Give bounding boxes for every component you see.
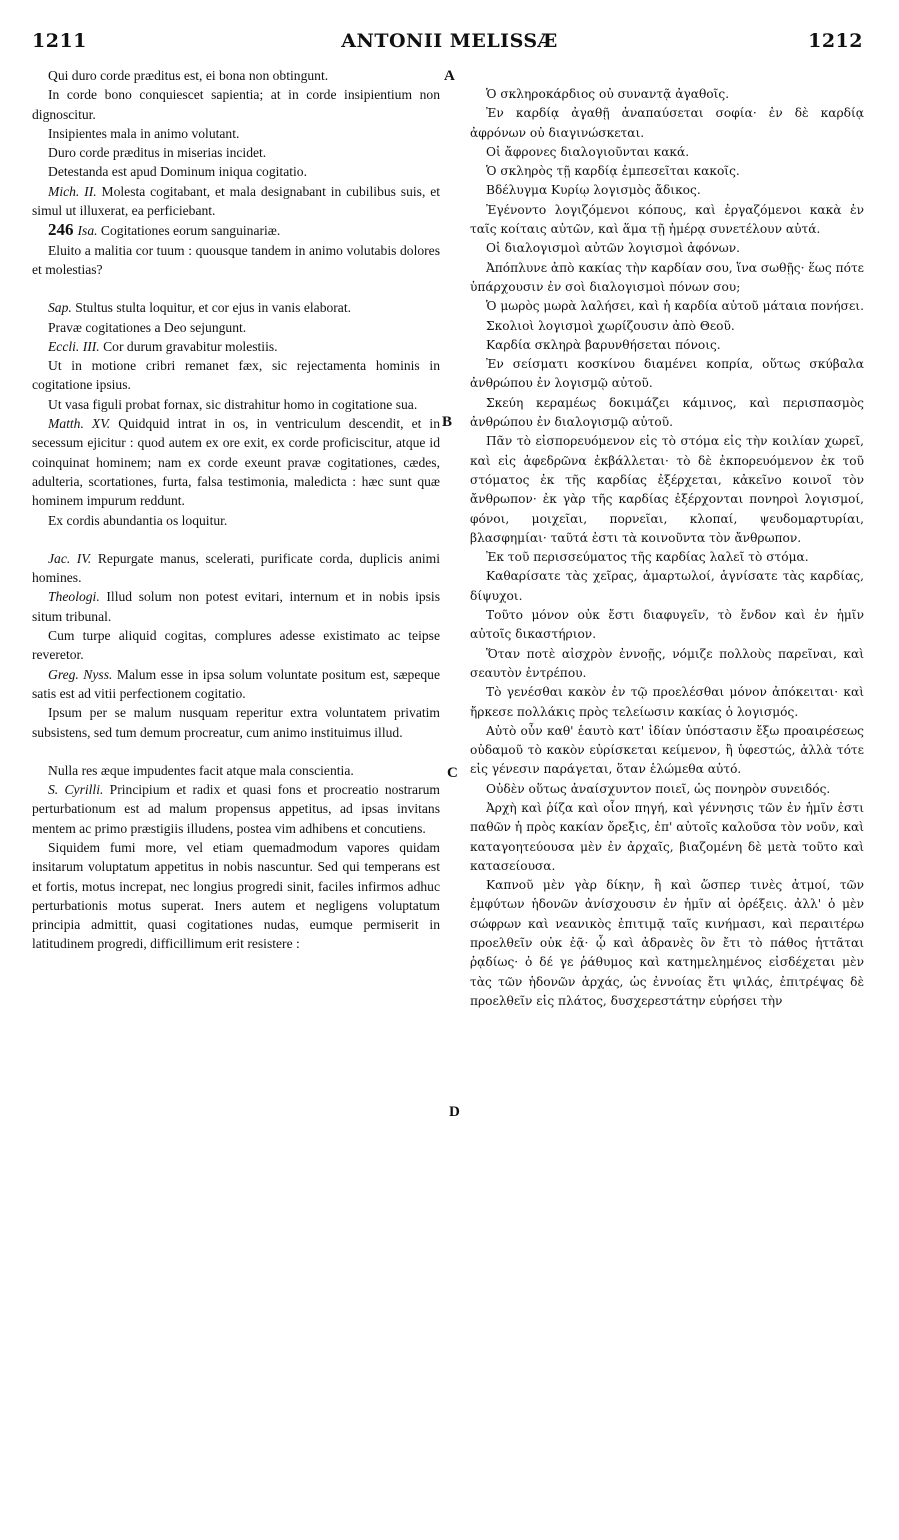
latin-text: Ex cordis abundantia os loquitur. xyxy=(48,512,228,528)
latin-paragraph xyxy=(32,587,440,626)
latin-text: Ipsum per se malum nusquam reperitur extra voluntatem privatim subsistens, sed tum demum procreatur, cum animo instituimus illud. xyxy=(32,705,440,740)
greek-paragraph xyxy=(470,722,864,780)
greek-text: Ὁ σκληρὸς τῇ καρδίᾳ ἐμπεσεῖται κακοῖς. xyxy=(486,164,740,179)
latin-text: Ut in motione cribri remanet fæx, sic rejectamenta hominis in cogitatione ipsius. xyxy=(32,358,440,393)
latin-text: Duro corde præditus in miserias incidet. xyxy=(48,145,267,161)
greek-text: Καθαρίσατε τὰς χεῖρας, ἁμαρτωλοί, ἁγνίσατε τὰς καρδίας, δίψυχοι. xyxy=(470,569,864,603)
latin-text: Insipientes mala in animo volutant. xyxy=(48,125,240,141)
latin-text: Illud solum non potest evitari, internum et in nobis ipsis situm tribunal. xyxy=(32,589,440,624)
latin-text: Detestanda est apud Dominum iniqua cogitatio. xyxy=(48,164,307,180)
greek-paragraph xyxy=(470,780,864,799)
greek-paragraph xyxy=(470,355,864,394)
latin-paragraph xyxy=(32,838,440,954)
greek-paragraph xyxy=(470,336,864,355)
paragraph-gap xyxy=(32,530,440,549)
greek-column xyxy=(470,66,864,1011)
greek-text: Καπνοῦ μὲν γὰρ δίκην, ἢ καὶ ὥσπερ τινὲς ἀτμοί, τῶν ἐμφύτων ἡδονῶν ἀνίσχουσιν ἐν ἡμῖν αἱ ὀρέξεις. ἀλλ' ὁ μὲν σώφρων καὶ νεανικὸς ἐπιτιμᾷ ταῖς κινήμασι, καὶ περαιτέρω προελθεῖν οὐκ ἐᾷ· ᾧ καὶ ἀδρανὲς ὂν ἔτι τὸ πάθος ἡττᾶται ῥᾳδίως· ὁ δέ γε ῥάθυμος καὶ κατημελημένος εἰσδέχεται μὲν τὰς τῶν ἡδονῶν ἀρχάς, ὡς ἐννοίας ἔτι ψιλάς, ἐπιτρέψας δὲ προελθεῖν εἰς πλάτος, δυσχερεστάτην εὑρήσει τὴν xyxy=(470,878,864,1008)
latin-paragraph xyxy=(32,85,440,124)
latin-text: In corde bono conquiescet sapientia; at in corde insipientium non dignoscitur. xyxy=(32,87,440,122)
latin-text: Molesta cogitabant, et mala designabant in cubilibus suis, et simul ut illuxerat, ea perficiebant. xyxy=(32,183,441,219)
greek-paragraph xyxy=(470,683,864,722)
greek-text: Ἐν καρδίᾳ ἀγαθῇ ἀναπαύσεται σοφία· ἐν δὲ καρδίᾳ ἀφρόνων οὐ διαγινώσκεται. xyxy=(470,106,864,140)
source-reference: Eccli. III. xyxy=(48,338,100,354)
latin-paragraph xyxy=(32,241,440,280)
latin-paragraph xyxy=(32,124,440,143)
greek-text: Ἐγένοντο λογιζόμενοι κόπους, καὶ ἐργαζόμενοι κακὰ ἐν ταῖς κοίταις αὐτῶν, καὶ ἅμα τῇ ἡμέρᾳ συνετέλουν αὐτά. xyxy=(470,202,864,237)
latin-paragraph xyxy=(32,549,440,588)
source-reference: Mich. II. xyxy=(48,183,97,199)
latin-column xyxy=(32,66,440,954)
greek-paragraph xyxy=(470,317,864,336)
latin-text: Principium et radix et quasi fons et procreatio nostrarum perturbationum est ad malum propensus appetitus, ad ipsas invitans mentem ac primo præstigiis illudens, postea vim adhibens et concutiens. xyxy=(32,782,440,836)
source-reference: Greg. Nyss. xyxy=(48,666,113,682)
latin-paragraph xyxy=(32,761,440,780)
greek-paragraph xyxy=(470,104,864,143)
latin-text: Malum esse in ipsa solum voluntate positum est, sæpeque satis est ad vitii perfectionem cogitatio. xyxy=(32,666,441,701)
greek-paragraph xyxy=(470,645,864,684)
greek-text: Ἀπόπλυνε ἀπὸ κακίας τὴν καρδίαν σου, ἵνα σωθῇς· ἕως πότε ὑπάρχουσιν ἐν σοὶ διαλογισμοὶ πόνων σου; xyxy=(470,260,864,294)
greek-paragraph xyxy=(470,201,864,240)
greek-text: Ἐκ τοῦ περισσεύματος τῆς καρδίας λαλεῖ τὸ στόμα. xyxy=(486,550,809,565)
greek-paragraph xyxy=(470,297,864,316)
paragraph-gap xyxy=(32,279,440,298)
latin-paragraph xyxy=(32,66,440,85)
latin-text: Nulla res æque impudentes facit atque mala conscientia. xyxy=(48,762,354,778)
greek-text: Οἱ ἄφρονες διαλογιοῦνται κακά. xyxy=(486,144,690,159)
latin-text: Cum turpe aliquid cogitas, complures adesse existimato ac teipse reveretor. xyxy=(32,628,440,663)
latin-text: Qui duro corde præditus est, ei bona non obtingunt. xyxy=(48,68,329,83)
margin-marker-c: C xyxy=(447,765,458,781)
latin-paragraph xyxy=(32,220,440,240)
latin-paragraph xyxy=(32,780,440,838)
latin-paragraph xyxy=(32,143,440,162)
latin-paragraph xyxy=(32,703,440,742)
greek-text: Σκολιοὶ λογισμοὶ χωρίζουσιν ἀπὸ Θεοῦ. xyxy=(486,318,735,333)
source-reference: Jac. IV. xyxy=(48,550,92,566)
greek-text: Ἐν σείσματι κοσκίνου διαμένει κοπρία, οὕτως σκύβαλα ἀνθρώπου ἐν λογισμῷ αὐτοῦ. xyxy=(470,357,864,391)
latin-text: Repurgate manus, scelerati, purificate corda, duplicis animi homines. xyxy=(32,550,441,586)
latin-paragraph xyxy=(32,665,440,704)
column-number: 246 xyxy=(48,220,74,240)
latin-text: Ut vasa figuli probat fornax, sic distrahitur homo in cogitatione sua. xyxy=(48,396,418,412)
latin-paragraph xyxy=(32,318,440,337)
latin-paragraph xyxy=(32,395,440,414)
latin-paragraph xyxy=(32,414,440,510)
greek-text: Βδέλυγμα Κυρίῳ λογισμὸς ἄδικος. xyxy=(486,183,701,198)
latin-text: Cogitationes eorum sanguinariæ. xyxy=(100,223,281,239)
greek-paragraph xyxy=(470,259,864,298)
page-number-left: 1211 xyxy=(32,30,87,52)
greek-paragraph xyxy=(470,548,864,567)
greek-text: Αὐτὸ οὖν καθ' ἑαυτὸ κατ' ἰδίαν ὑπόστασιν ἔξω προαιρέσεως οὐδαμοῦ τὸ κακὸν εὑρίσκεται κείμενον, ἢ ὑφεστώς, ἀλλὰ τότε εἰς γένεσιν παράγεται, ὅταν ἑλώμεθα αὐτό. xyxy=(470,723,864,777)
paragraph-gap xyxy=(470,66,864,85)
latin-paragraph xyxy=(32,182,440,221)
latin-text: Siquidem fumi more, vel etiam quemadmodum vapores quidam insitarum voluptatum appetitus in nobis nascuntur. Sed qui temperans est et fortis, motus increpat, nec longius progredi sinit, faciles infirmos adhuc perturbationis motus superat. Iners autem et negligens voluptatum principia admittit, quasi cogitationes nudas, eumque permiserit in latitudinem progredi, difficillimum erit resistere : xyxy=(32,839,440,952)
greek-text: Οἱ διαλογισμοὶ αὐτῶν λογισμοὶ ἀφόνων. xyxy=(486,241,741,256)
greek-text: Σκεύη κεραμέως δοκιμάζει κάμινος, καὶ περισπασμὸς ἀνθρώπου ἐν διαλογισμῷ αὐτοῦ. xyxy=(470,395,864,430)
greek-paragraph xyxy=(470,567,864,606)
greek-text: Καρδία σκληρὰ βαρυνθήσεται πόνοις. xyxy=(486,337,721,352)
greek-text: Οὐδὲν οὕτως ἀναίσχυντον ποιεῖ, ὡς πονηρὸν συνειδός. xyxy=(486,781,831,796)
margin-marker-d: D xyxy=(449,1104,460,1120)
greek-paragraph xyxy=(470,606,864,645)
latin-paragraph xyxy=(32,162,440,181)
greek-text: Τοῦτο μόνον οὐκ ἔστι διαφυγεῖν, τὸ ἔνδον καὶ ἐν ἡμῖν αὐτοῖς δικαστήριον. xyxy=(470,608,864,642)
greek-paragraph xyxy=(470,394,864,433)
latin-paragraph xyxy=(32,626,440,665)
greek-paragraph xyxy=(470,239,864,258)
greek-paragraph xyxy=(470,143,864,162)
source-reference: S. Cyrilli. xyxy=(48,782,104,798)
greek-text: Ἀρχὴ καὶ ῥίζα καὶ οἷον πηγή, καὶ γέννησις τῶν ἐν ἡμῖν ἐστι παθῶν ἡ πρὸς κακίαν ὄρεξις, ἐπ' αὐτοῖς καλοῦσα τὸν νοῦν, καὶ καταγοητεύουσα μὲν ἐν ἀρχαῖς, βιαζομένη δὲ μετὰ τοῦτο καὶ κατασείουσα. xyxy=(470,800,864,873)
running-title: ANTONII MELISSÆ xyxy=(341,30,558,52)
latin-paragraph xyxy=(32,337,440,356)
latin-paragraph xyxy=(32,298,440,317)
source-reference: Theologi. xyxy=(48,589,100,605)
latin-text: Eluito a malitia cor tuum : quousque tandem in animo volutabis dolores et molestias? xyxy=(32,242,440,277)
latin-text: Stultus stulta loquitur, et cor ejus in vanis elaborat. xyxy=(75,300,352,316)
greek-text: Ὅταν ποτὲ αἰσχρὸν ἐννοῇς, νόμιζε πολλοὺς παρεῖναι, καὶ σεαυτὸν ἐντρέπου. xyxy=(470,646,864,680)
latin-paragraph xyxy=(32,511,440,530)
greek-text: Ὁ σκληροκάρδιος οὐ συναντᾷ ἀγαθοῖς. xyxy=(486,87,730,101)
margin-marker-a: A xyxy=(444,68,455,84)
page-number-right: 1212 xyxy=(808,30,863,52)
greek-paragraph xyxy=(470,432,864,548)
latin-paragraph xyxy=(32,356,440,395)
latin-text: Pravæ cogitationes a Deo sejungunt. xyxy=(48,319,247,335)
greek-paragraph xyxy=(470,181,864,200)
greek-paragraph xyxy=(470,799,864,876)
greek-paragraph xyxy=(470,85,864,104)
running-header xyxy=(0,30,899,60)
paragraph-gap xyxy=(32,742,440,761)
latin-text: Cor durum gravabitur molestiis. xyxy=(103,338,278,354)
greek-paragraph xyxy=(470,162,864,181)
source-reference: Sap. xyxy=(48,300,72,316)
latin-text: Quidquid intrat in os, in ventriculum descendit, et in secessum ejicitur : quod autem ex ore exit, ex corde proficiscitur, atque id coinquinat hominem; nam ex corde exeunt pravæ cogitationes, cædes, adulteria, scortationes, furta, falsa testimonia, maledicta : hæc sunt quæ hominem impurum reddunt. xyxy=(32,416,440,509)
greek-text: Πᾶν τὸ εἰσπορευόμενον εἰς τὸ στόμα εἰς τὴν κοιλίαν χωρεῖ, καὶ εἰς ἀφεδρῶνα ἐκβάλλεται· τὸ δὲ ἐκπορευόμενον ἐκ τοῦ στόματος ἐκ τῆς καρδίας ἐξέρχεται, κἀκεῖνο κοινοῖ τὸν ἄνθρωπον· ἐκ γὰρ τῆς καρδίας ἐξέρχονται πονηροὶ λογισμοί, φόνοι, μοιχεῖαι, πορνεῖαι, κλοπαί, ψευδομαρτυρίαι, βλασφημίαι· ταῦτά ἐστι τὰ κοινοῦντα τὸν ἄνθρωπον. xyxy=(470,434,864,545)
margin-marker-b: B xyxy=(442,414,453,430)
source-reference: Isa. xyxy=(77,223,98,239)
source-reference: Matth. XV. xyxy=(48,416,111,432)
greek-paragraph xyxy=(470,876,864,1011)
greek-text: Ὁ μωρὸς μωρὰ λαλήσει, καὶ ἡ καρδία αὐτοῦ μάταια πονήσει. xyxy=(486,299,864,314)
greek-text: Τὸ γενέσθαι κακὸν ἐν τῷ προελέσθαι μόνον ἀπόκειται· καὶ ἤρκεσε πολλάκις πρὸς τελείωσιν κακίας ὁ λογισμός. xyxy=(470,685,864,719)
